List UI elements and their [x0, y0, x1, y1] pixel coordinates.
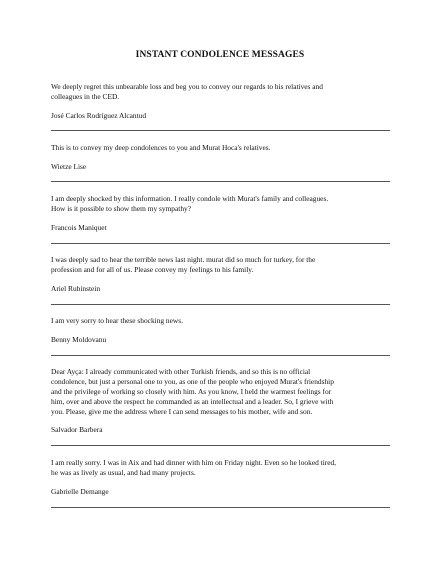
message-line: he was as lively as usual, and had many projects.	[51, 468, 196, 477]
message-line: How is it possible to show them my sympathy?	[51, 204, 192, 213]
message-line: We deeply regret this unbearable loss and beg you to convey our regards to his relatives and	[51, 82, 323, 91]
divider	[51, 355, 390, 356]
divider	[51, 445, 390, 446]
message-text	[51, 255, 396, 275]
message-line: I am really sorry. I was in Aix and had dinner with him on Friday night. Even so he looked tired,	[51, 458, 337, 467]
message-line: you. Please, give me the address where I can send messages to his mother, wife and son.	[51, 407, 313, 416]
message-text	[51, 458, 396, 478]
divider	[51, 243, 390, 244]
message-author: Gabrielle Demange	[51, 487, 109, 496]
message-line: profession and for all of us. Please convey my feelings to his family.	[51, 265, 254, 274]
message-line: him, over and above the respect he commanded as an intellectual and a leader. So, I grieve with	[51, 397, 334, 406]
message-text	[51, 143, 396, 153]
divider	[51, 130, 390, 131]
message-line: Dear Ayça: I already communicated with other Turkish friends, and so this is no official	[51, 367, 311, 376]
message-author: Salvador Barbera	[51, 425, 103, 434]
message-line: I am very sorry to hear these shocking news.	[51, 316, 183, 325]
message-author: Wietze Lise	[51, 162, 87, 171]
divider	[51, 507, 390, 508]
message-text	[51, 316, 396, 326]
message-author: Benny Moldovanu	[51, 335, 107, 344]
message-line: condolence, but just a personal one to you, as one of the people who enjoyed Murat's friendship	[51, 377, 334, 386]
message-author: José Carlos Rodríguez Alcantud	[51, 111, 147, 120]
message-line: I was deeply sad to hear the terrible news last night. murat did so much for turkey, for the	[51, 255, 316, 264]
message-line: and the privilege of working so closely with him. As you know, I held the warmest feelings for	[51, 387, 332, 396]
message-author: Francois Maniquet	[51, 223, 107, 232]
divider	[51, 181, 390, 182]
message-text	[51, 194, 396, 214]
message-line: colleagues in the CED.	[51, 92, 120, 101]
message-text	[51, 82, 396, 102]
document-title: INSTANT CONDOLENCE MESSAGES	[135, 50, 305, 60]
message-text	[51, 367, 396, 417]
message-author: Ariel Rubinstein	[51, 284, 101, 293]
divider	[51, 304, 390, 305]
message-line: I am deeply shocked by this information. I really condole with Murat's family and colleagues.	[51, 194, 329, 203]
message-line: This is to convey my deep condolences to you and Murat Hoca's relatives.	[51, 143, 271, 152]
